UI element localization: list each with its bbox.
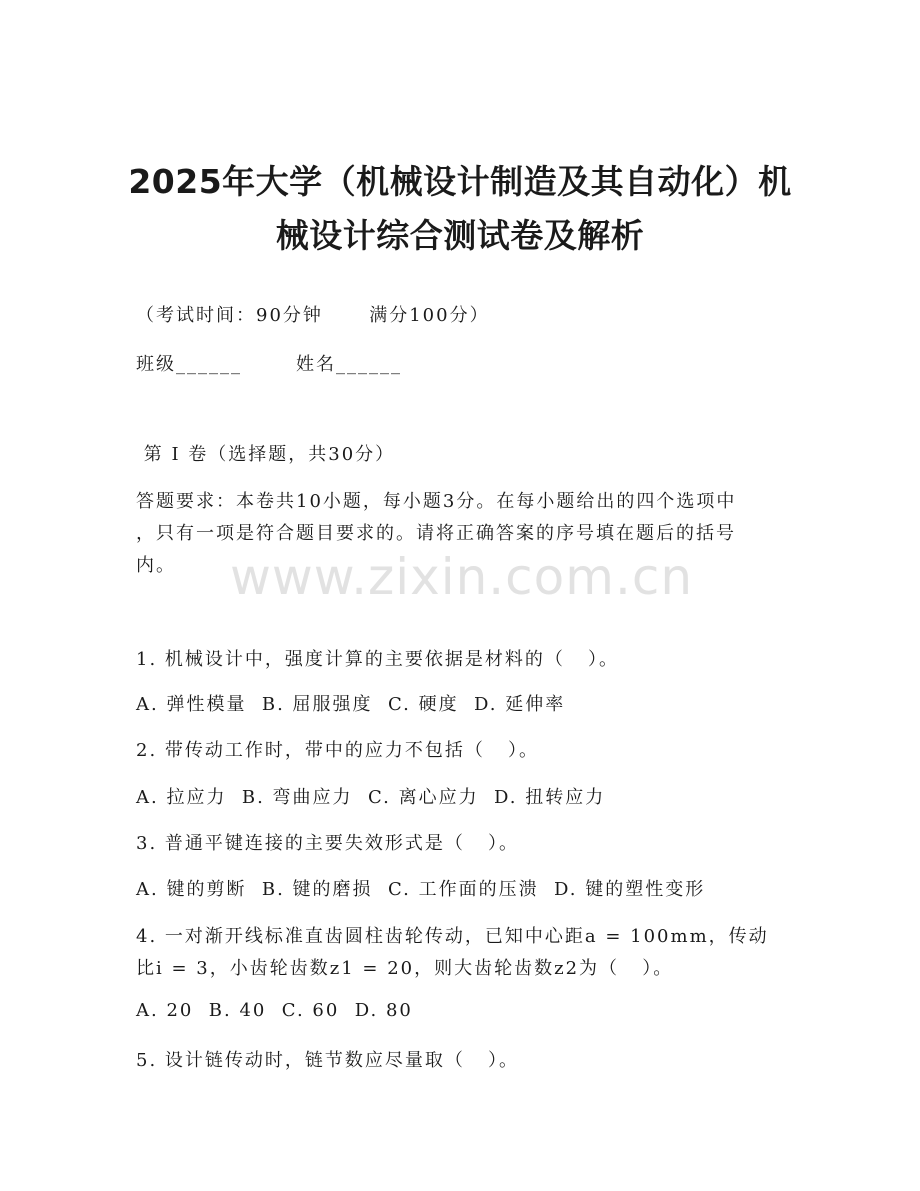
student-fields: 班级______ 姓名______ <box>136 354 403 375</box>
question-1-options: A. 弹性模量 B. 屈服强度 C. 硬度 D. 延伸率 <box>136 694 566 715</box>
instructions-line-1: 答题要求：本卷共10小题，每小题3分。在每小题给出的四个选项中 <box>136 491 737 512</box>
instructions-line-3: 内。 <box>136 555 176 576</box>
question-3-options: A. 键的剪断 B. 键的磨损 C. 工作面的压溃 D. 键的塑性变形 <box>136 879 706 900</box>
question-4-options: A. 20 B. 40 C. 60 D. 80 <box>136 1000 413 1021</box>
instructions-line-2: ，只有一项是符合题目要求的。请将正确答案的序号填在题后的括号 <box>136 523 736 544</box>
section-header: 第 I 卷（选择题，共30分） <box>136 444 396 465</box>
exam-info: （考试时间：90分钟 满分100分） <box>136 305 490 326</box>
exam-title-line-2: 械设计综合测试卷及解析 <box>275 216 645 255</box>
question-4-line-1: 4. 一对渐开线标准直齿圆柱齿轮传动，已知中心距a = 100mm，传动 <box>136 926 769 947</box>
question-5: 5. 设计链传动时，链节数应尽量取（ ）。 <box>136 1050 520 1071</box>
question-1: 1. 机械设计中，强度计算的主要依据是材料的（ ）。 <box>136 649 620 670</box>
question-2-options: A. 拉应力 B. 弯曲应力 C. 离心应力 D. 扭转应力 <box>136 787 606 808</box>
watermark: www.zixin.com.cn <box>230 548 694 606</box>
question-3: 3. 普通平键连接的主要失效形式是（ ）。 <box>136 833 520 854</box>
question-2: 2. 带传动工作时，带中的应力不包括（ ）。 <box>136 740 540 761</box>
exam-title-line-1: 2025年大学（机械设计制造及其自动化）机 <box>128 162 792 201</box>
question-4-line-2: 比i = 3，小齿轮齿数z1 = 20，则大齿轮齿数z2为（ ）。 <box>136 958 674 979</box>
